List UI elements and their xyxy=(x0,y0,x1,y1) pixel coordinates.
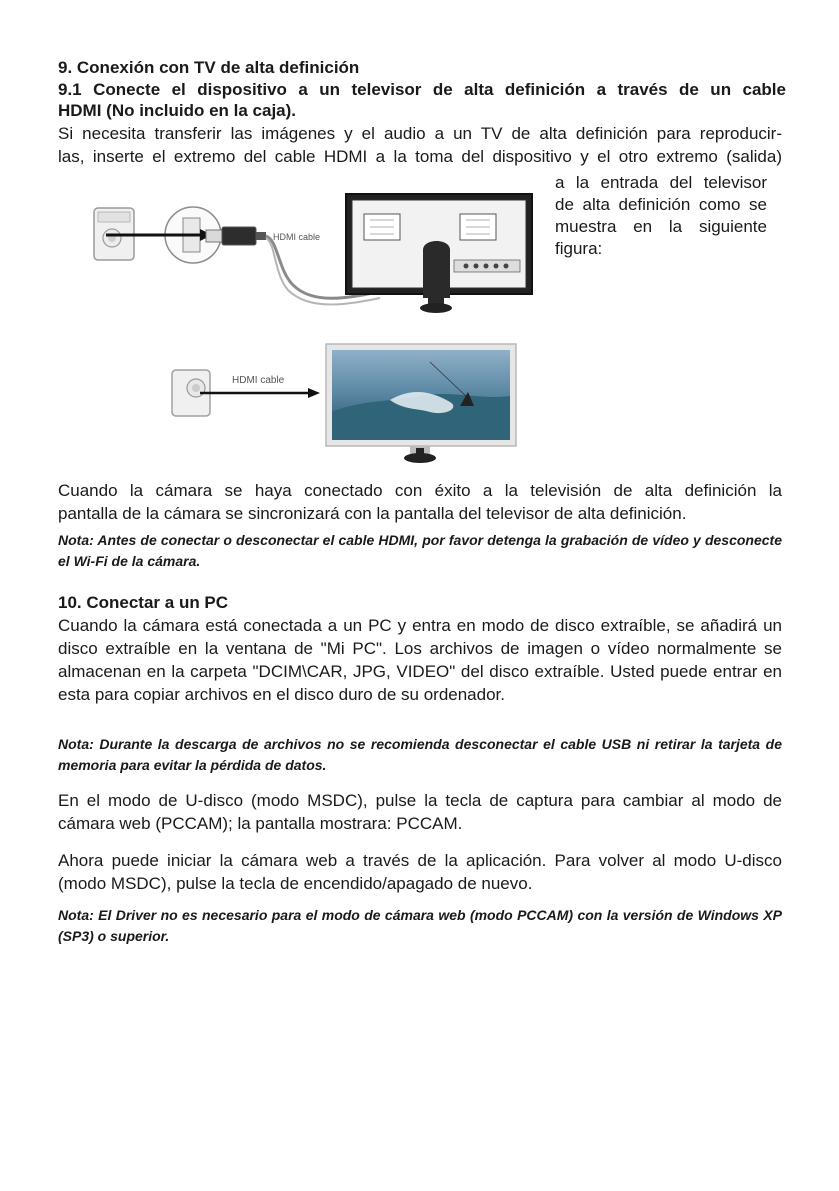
section-9-side-text: a la entrada del televisor xyxy=(555,173,767,192)
section-10-driver-note: Nota: El Driver no es necesario para el modo de cámara web (modo PCCAM) con la versión de Windows XP (SP3) o superior. xyxy=(58,907,782,944)
section-9-title: 9. Conexión con TV de alta definición xyxy=(58,58,360,77)
hdmi-cable-label: HDMI cable xyxy=(232,375,285,386)
section-10-title: 10. Conectar a un PC xyxy=(58,593,229,612)
tv-front-icon xyxy=(326,344,516,463)
section-9-after-line: pantalla de la cámara se sincronizará con la pantalla del televisor de alta definición. xyxy=(58,504,687,523)
section-9-body-line: Si necesita transferir las imágenes y el audio a un TV de alta definición para reproducir- xyxy=(58,124,782,143)
tv-back-icon xyxy=(346,194,532,313)
section-10-msdc: En el modo de U-disco (modo MSDC), pulse la tecla de captura para cambiar al modo de cámara web (PCCAM); la pantalla mostrara: PCCAM. xyxy=(58,791,782,833)
section-9-side-text: de alta definición como se xyxy=(555,195,767,214)
section-9-1-subtitle-cont: HDMI (No incluido en la caja). xyxy=(58,101,297,120)
section-10-note: Nota: Durante la descarga de archivos no se recomienda desconectar el cable USB ni retirar la tarjeta de memoria para evitar la pérdida de datos. xyxy=(58,736,782,773)
hdmi-cable-label: HDMI cable xyxy=(273,232,321,242)
section-9-body-line: las, inserte el extremo del cable HDMI a la toma del dispositivo y el otro extremo (salida) xyxy=(58,147,782,166)
section-9-note: Nota: Antes de conectar o desconectar el cable HDMI, por favor detenga la grabación de vídeo y desconecte el Wi-Fi de la cámara. xyxy=(58,532,782,569)
hdmi-connection-figure xyxy=(88,180,548,320)
hdmi-tv-figure xyxy=(160,340,520,468)
section-9-side-text: figura: xyxy=(555,239,603,258)
section-10-webcam: Ahora puede iniciar la cámara web a través de la aplicación. Para volver al modo U-disco (modo MSDC), pulse la tecla de encendido/apagado de nuevo. xyxy=(58,851,782,893)
section-9-1-subtitle: 9.1 Conecte el dispositivo a un televisor de alta definición a través de un cable xyxy=(58,80,786,99)
section-10-body: Cuando la cámara está conectada a un PC y entra en modo de disco extraíble, se añadirá un disco extraíble en la ventana de "Mi PC". Los archivos de imagen o vídeo normalmente se almacenan en la carpeta "DCIM\CAR, JPG, VIDEO" del disco extraíble. Usted puede entrar en esta para copiar archivos en el disco duro de su ordenador. xyxy=(58,616,782,704)
hdmi-plug-icon xyxy=(206,227,266,245)
section-9-side-text: muestra en la siguiente xyxy=(555,217,767,236)
section-9-after-line: Cuando la cámara se haya conectado con éxito a la televisión de alta definición la xyxy=(58,481,782,500)
